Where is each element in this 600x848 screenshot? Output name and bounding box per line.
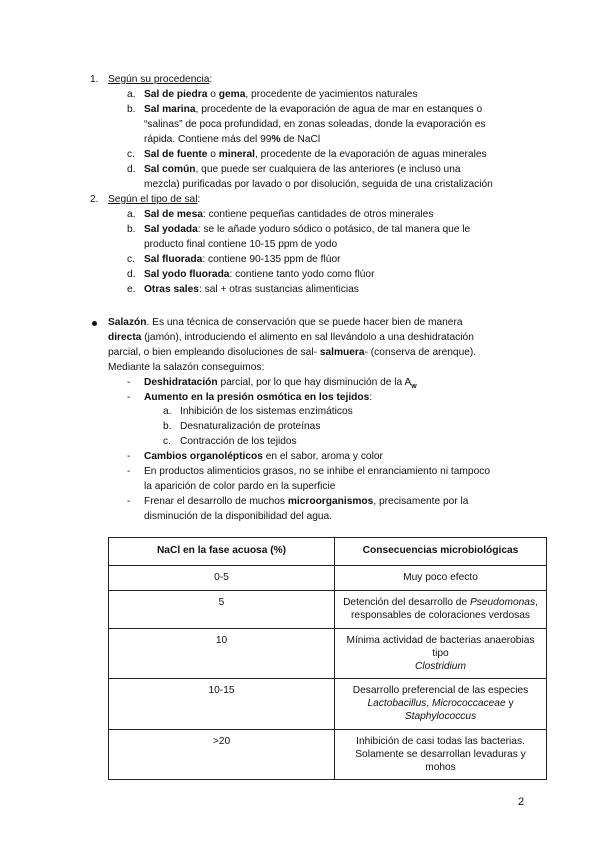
list-item: Sal yodada: se le añade yoduro sódico o potásico, de tal manera que le: [144, 224, 471, 235]
list-item: Sal de fuente o mineral, procedente de la evaporación de aguas minerales: [144, 149, 487, 160]
nacl-table: [108, 537, 547, 780]
list-marker: b.: [127, 224, 136, 235]
table-cell: Muy poco efecto: [335, 566, 547, 591]
table-header-row: [109, 538, 547, 566]
table-row: [109, 629, 547, 679]
dash-marker: -: [127, 392, 131, 403]
list-marker: c.: [127, 149, 135, 160]
dash-item-continuation: disminución de la disponibilidad del agua.: [144, 511, 333, 522]
list-marker: e.: [127, 284, 136, 295]
list-marker: d.: [127, 164, 136, 175]
table-row: [109, 566, 547, 591]
list-item: Sal de piedra o gema, procedente de yacimientos naturales: [144, 89, 418, 100]
list-number: 2.: [90, 194, 99, 205]
table-row: [109, 730, 547, 780]
table-cell: Detención del desarrollo de Pseudomonas, responsables de coloraciones verdosas: [335, 591, 547, 629]
list-item: Otras sales: sal + otras sustancias alimenticias: [144, 284, 359, 295]
dash-marker: -: [127, 466, 131, 477]
list-number: 1.: [90, 74, 99, 85]
list-item-continuation: producto final contiene 10-15 ppm de yodo: [144, 239, 338, 250]
list-marker: c.: [163, 436, 171, 447]
table-header-cell: Consecuencias microbiológicas: [335, 538, 547, 566]
page-number: 2: [518, 796, 525, 808]
table-row: [109, 591, 547, 629]
salazon-paragraph-line: directa (jamón), introduciendo el alimento en sal llevándolo a una deshidratación: [108, 332, 474, 343]
table-cell: Inhibición de casi todas las bacterias. Solamente se desarrollan levaduras y mohos: [335, 730, 547, 780]
list-item: Sal común, que puede ser cualquiera de las anteriores (e incluso una: [144, 164, 461, 175]
list-marker: b.: [163, 421, 172, 432]
list-marker: c.: [127, 254, 135, 265]
list-item-continuation: “salinas” de poca profundidad, en zonas soleadas, donde la evaporación es: [144, 119, 486, 130]
list-marker: b.: [127, 104, 136, 115]
table-row: [109, 679, 547, 730]
list-item: Sal de mesa: contiene pequeñas cantidades de otros minerales: [144, 209, 434, 220]
bullet-icon: [92, 321, 97, 326]
list-item: Sal fluorada: contiene 90-135 ppm de flúor: [144, 254, 341, 265]
list-item-continuation: mezcla) purificadas por lavado o por disolución, seguida de una cristalización: [144, 179, 493, 190]
dash-item: Deshidratación parcial, por lo que hay disminución de la $A_w$: [144, 377, 417, 391]
table-cell: Mínima actividad de bacterias anaerobias tipo Clostridium: [335, 629, 547, 679]
list-marker: a.: [163, 406, 172, 417]
salazon-paragraph-line: parcial, o bien empleando disoluciones de sal- salmuera- (conserva de arenque).: [108, 347, 477, 358]
list-heading: Según su procedencia:: [108, 74, 213, 85]
dash-marker: -: [127, 496, 131, 507]
table-cell: 5: [109, 591, 335, 629]
sub-item: Contracción de los tejidos: [180, 436, 297, 447]
list-marker: a.: [127, 209, 136, 220]
table-cell: Desarrollo preferencial de las especies Lactobacillus, Micrococcaceae y Staphylococcus: [335, 679, 547, 730]
sub-item: Inhibición de los sistemas enzimáticos: [180, 406, 353, 417]
list-marker: a.: [127, 89, 136, 100]
list-marker: d.: [127, 269, 136, 280]
table-header-cell: NaCl en la fase acuosa (%): [109, 538, 335, 566]
dash-marker: -: [127, 451, 131, 462]
table-cell: 0-5: [109, 566, 335, 591]
dash-item: En productos alimenticios grasos, no se inhibe el enranciamiento ni tampoco: [144, 466, 491, 477]
table-cell: 10: [109, 629, 335, 679]
list-heading: Según el tipo de sal:: [108, 194, 201, 205]
salazon-paragraph: Salazón. Es una técnica de conservación que se puede hacer bien de manera: [108, 317, 463, 328]
table-cell: 10-15: [109, 679, 335, 730]
list-item: Sal yodo fluorada: contiene tanto yodo como flúor: [144, 269, 375, 280]
sub-item: Desnaturalización de proteínas: [180, 421, 321, 432]
list-item-continuation: rápida. Contiene más del 99% de NaCl: [144, 134, 321, 145]
dash-item: Aumento en la presión osmótica en los tejidos:: [144, 392, 373, 403]
dash-marker: -: [127, 377, 131, 388]
salazon-paragraph-line: Mediante la salazón conseguimos:: [108, 362, 265, 373]
dash-item: Frenar el desarrollo de muchos microorganismos, precisamente por la: [144, 496, 469, 507]
dash-item-continuation: la aparición de color pardo en la superficie: [144, 481, 336, 492]
dash-item: Cambios organolépticos en el sabor, aroma y color: [144, 451, 383, 462]
table-cell: >20: [109, 730, 335, 780]
list-item: Sal marina, procedente de la evaporación de agua de mar en estanques o: [144, 104, 483, 115]
